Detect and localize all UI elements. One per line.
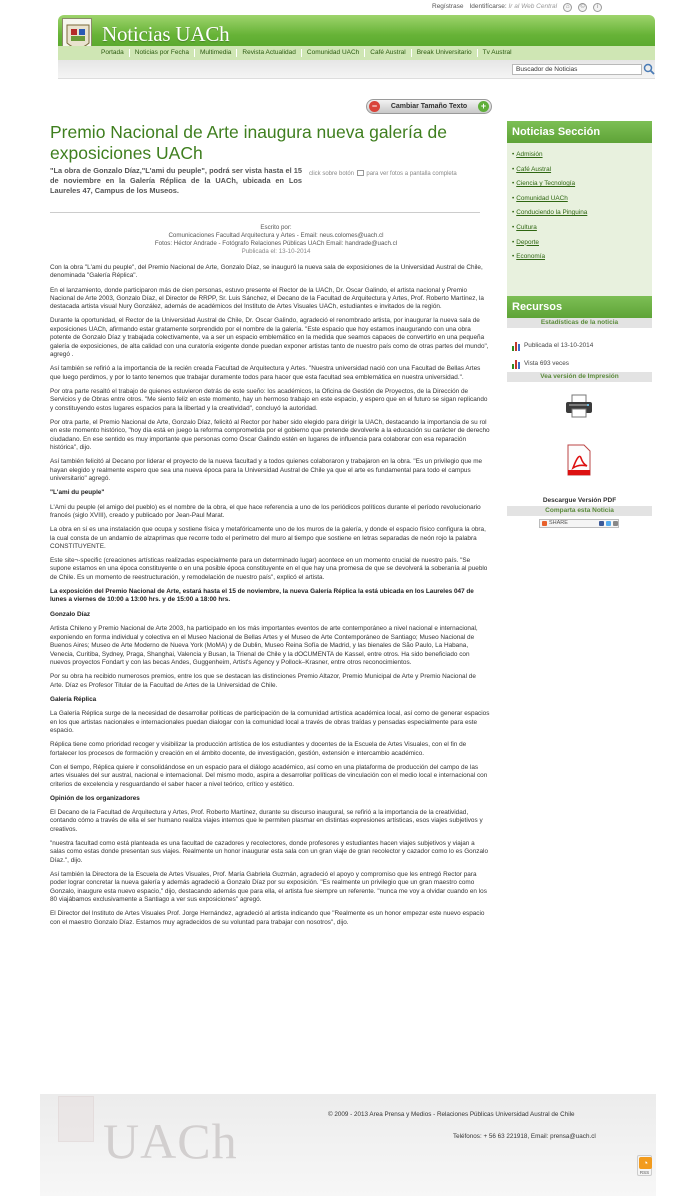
recursos-panel [507, 296, 652, 532]
credit-author: Comunicaciones Facultad Arquitectura y Artes - Email: neus.colomes@uach.cl [168, 232, 384, 240]
rss-button[interactable] [637, 1155, 652, 1176]
main-nav [58, 46, 655, 60]
nav-item-portada[interactable]: Portada [101, 48, 124, 56]
search-input[interactable] [512, 64, 642, 75]
credit-photos: Fotos: Héctor Andrade - Fotógrafo Relaciones Públicas UACh Email: handrade@uach.cl [154, 240, 398, 248]
print-heading: Vea versión de Impresión [507, 372, 652, 382]
section-heading: Gonzalo Díaz [50, 610, 91, 618]
change-text-size-label: Cambiar Tamaño Texto [390, 102, 468, 110]
footer [40, 1094, 656, 1196]
article-credits [50, 224, 502, 256]
sidebar [507, 121, 652, 532]
stat-views: Vista 693 veces [507, 356, 652, 372]
paragraph: El Director del Instituto de Artes Visuales Prof. Jorge Hernández, agradeció al artista indicando que "Realmente es un honor empezar este nuevo espacio con el maestro Gonzalo Díaz. Estamos muy agradecidos de su voluntad para trabajar con nosotros", dijo. [50, 910, 485, 926]
paragraph: El Decano de la Facultad de Arquitectura y Artes, Prof. Roberto Martínez, durante su discurso inaugural, se refirió a la importancia de la creatividad, contando cómo a través de ella el ser humano realiza viajes internos que le permiten plasmar en distintas expresiones artísticas, esos viajes subjetivos y creativos. [50, 809, 483, 833]
section-item-cafe-austral[interactable]: • Café Austral [512, 165, 552, 173]
stats-chart-icon [512, 342, 520, 351]
exhibition-info: La exposición del Premio Nacional de Arte, estará hasta el 15 de noviembre, la nueva Galería Réplica la está ubicada en los Laureles 047 de lunes a viernes de 10:00 a 13:00 hrs. y de 15:00 a 18:00 hrs. [50, 587, 474, 604]
home-icon[interactable]: ⌂ [563, 3, 572, 12]
footer-seal [58, 1096, 94, 1142]
rss-icon[interactable]: ◔ [639, 1157, 652, 1169]
paragraph: Así también felicitó al Decano por liderar el proyecto de la nueva facultad y a todos quienes colaboraron y trabajaron en la obra. "Es un privilegio que me hayan elegido y realmente espero que sea una nueva época para la Universidad Austral de Chile ya que el arte es fundamental para todo el campus universitario" agregó. [50, 458, 483, 483]
section-item-economia[interactable]: • Economía [512, 253, 546, 261]
section-item-comunidad[interactable]: • Comunidad UACh [512, 194, 568, 202]
pdf-download-label[interactable]: Descargue Versión PDF [542, 497, 617, 504]
divider [50, 212, 480, 213]
paragraph: Réplica tiene como prioridad recoger y visibilizar la producción artística de los estudiantes y docentes de la Escuela de Artes Visuales, con el fin de fortalecer los procesos de formación y creación en el ámbito docente, de investigación, gestión, extensión e intercambio académico. [50, 741, 467, 757]
share-button[interactable]: SHARE [539, 519, 619, 528]
section-heading: Opinión de los organizadores [50, 794, 140, 802]
paragraph: Por otra parte, el Premio Nacional de Arte, Gonzalo Díaz, felicitó al Rector por haber sido elegido para dirigir la UACh, destacando la importancia de su rol en este momento histórico, "hoy día está en juego la reforma comprometida por el gobierno que pretende devolverle a la educación su carácter de derecho ciudadano. En ese sentido es muy importante que personas como Oscar Galindo estén en lugares de influencia para colaborar con esa reparación histórica", dijo. [50, 418, 490, 452]
nav-item-cafe-austral[interactable]: Café Austral [370, 48, 406, 56]
paragraph: La Galería Réplica surge de la necesidad de desarrollar políticas de participación de la comunidad artística académica local, así como de generar espacios en los que artistas nacionales e internacionales puedan dialogar con la comunidad local a través de obras traídas y pensadas especialmente para este espacio. [50, 710, 490, 735]
section-item-cultura[interactable]: • Cultura [512, 223, 537, 231]
paragraph: Así también la Directora de la Escuela de Artes Visuales, Prof. María Gabriela Guzmán, agradeció el apoyo y compromiso que les entregó Rector para poder lograr concretar la nueva galería y además agradeció a Gonzalo Díaz por su exposición. "Es realmente un privilegio que un gran maestro como Gonzalo, inaugure esta nuevo espacio," dijo, destacando además que para ella, el artista fue siempre un referente. "nunca me voy a olvidar cuando en los 80 viajábamos exclusivamente a Santiago a ver sus exposiciones" agregó. [50, 870, 487, 904]
stats-heading: Estadísticas de la noticia [507, 318, 652, 328]
info-icon[interactable]: i [593, 3, 602, 12]
section-heading: "L'ami du peuple" [50, 489, 105, 497]
paragraph: Así también se refirió a la importancia de la recién creada Facultad de Arquitectura y Artes. "Nuestra universidad nació con una Facultad de Bellas Artes que luego perdimos, y por lo tanto tenemos que trabajar duramente todos para hacer que esta facultad sea emblemática en nuestra universidad.". [50, 365, 481, 381]
recursos-heading: Recursos [507, 296, 652, 318]
share-heading: Comparta esta Noticia [507, 506, 652, 516]
nav-item-revista-actualidad[interactable]: Revista Actualidad [242, 48, 296, 56]
facebook-icon[interactable] [599, 521, 604, 526]
footer-copyright: © 2009 - 2013 Area Prensa y Medios - Relaciones Públicas Universidad Austral de Chile [328, 1111, 575, 1118]
web-central-link[interactable]: Ir al Web Central [508, 3, 558, 11]
section-list [507, 143, 652, 296]
paragraph: L'Ami du peuple (el amigo del pueblo) es el nombre de la obra, el que hace referencia a uno de los periódicos políticos durante el período revolucionario francés (siglo XVIII), creado y publicado por Jean-Paul Marat. [50, 503, 481, 520]
nav-item-noticias-por-fecha[interactable]: Noticias por Fecha [134, 48, 189, 56]
published-date: Publicada el: 13-10-2014 [241, 248, 311, 256]
paragraph: Artista Chileno y Premio Nacional de Arte 2003, ha participado en los más importantes eventos de arte contemporáneo a nivel nacional e internacional, exponiendo en forma individual y colectiva en el Museo Nacional de Bellas Artes y el Museo de Arte Contemporáneo de Santiago; Museo Nacional de Buenos Aires; Museo de Arte Moderno de Nueva York (MoMA) y de Dublin, Museo Reina Sofía de Madrid, y las bienales de São Paulo, La Habana, Venecia, Curitiba, Sydney, Praga, Shanghai, Valencia y Busan, la Trienal de Chile y la dOCUMENTA de Kassel, entre otros. Ha sido beneficiado con nuevos proyectos Fondart y con las becas Andes, Guggenheim, Artist's Agency y Pollock–Krasner, entre otros reconocimientos. [50, 625, 478, 667]
rss-label: RSS [639, 1170, 650, 1175]
share-icon [542, 521, 547, 526]
paragraph: Con el tiempo, Réplica quiere ir consolidándose en un espacio para el diálogo académico, así como en una plataforma de producción del campo de las artes visuales del sur austral, nacional e internacional. Del mismo modo, aspira a desarrollar políticas de vinculación con el medio local e internacional con criterios de excelencia y resguardando el saber hacer a nivel teórico, crítico y estético. [50, 763, 488, 788]
paragraph: Con la obra "L'ami du peuple", del Premio Nacional de Arte, Gonzalo Díaz, se inauguró la nueva sala de exposiciones de la Universidad Austral de Chile, denominada "Galería Réplica". [50, 264, 483, 280]
email-icon[interactable] [613, 521, 618, 526]
paragraph: Por su obra ha recibido numerosos premios, entre los que se destacan las distinciones Premio Altazor, Premio Municipal de Arte y Premio Nacional de Arte. Díaz es Profesor Titular de la Facultad de Artes de la Universidad de Chile. [50, 673, 476, 689]
article-lead: "La obra de Gonzalo Díaz,"L'ami du peuple", podrá ser vista hasta el 15 de noviembre en la Galería Réplica de la UACh, ubicada en Los Laureles 47, Campus de los Museos. [50, 166, 302, 195]
noticias-seccion-heading: Noticias Sección [507, 121, 652, 143]
decrease-text-icon[interactable]: − [369, 101, 380, 112]
pdf-download[interactable] [507, 440, 652, 495]
article-title: Premio Nacional de Arte inaugura nueva galería de exposiciones UACh [50, 122, 447, 164]
nav-item-tv-austral[interactable]: Tv Austral [482, 48, 512, 56]
pdf-icon[interactable] [565, 444, 593, 476]
stats-chart-icon [512, 360, 520, 369]
fullscreen-icon[interactable] [357, 170, 364, 176]
section-heading: Galería Réplica [50, 695, 97, 703]
article-body [50, 264, 490, 933]
change-text-size-button[interactable] [366, 99, 492, 114]
stat-published: Publicada el 13-10-2014 [507, 338, 652, 354]
register-link[interactable]: Regístrase [432, 3, 464, 11]
site-title[interactable]: Noticias UACh [102, 22, 230, 46]
footer-watermark: UACh [103, 1113, 238, 1169]
paragraph: "nuestra facultad como está planteada es una facultad de cazadores y recolectores, donde profesores y estudiantes hacen viajes subjetivos y viajan a salas como estas donde presentan sus viajes. Realmente un honor inaugurar esta sala con un gran viaje de gran recolector y cazador como lo es Gonzalo Díaz.", dijo. [50, 839, 489, 864]
section-item-admision[interactable]: • Admisión [512, 151, 543, 158]
nav-item-comunidad-uach[interactable]: Comunidad UACh [306, 48, 360, 56]
search-icon[interactable] [642, 63, 655, 76]
section-item-pinguina[interactable]: • Conduciendo la Pinguina [512, 209, 588, 217]
paragraph: Durante la oportunidad, el Rector de la Universidad Austral de Chile, Dr. Oscar Galindo, agradeció el renombrado artista, por inaugurar la nueva sala de exposiciones UACh, afirmando estar gratamente sorprendido por el nombre de la galería. "Este espacio que hoy estamos inaugurando con una obra potente de Gonzalo Díaz y trabajada colectivamente, va a ser un espacio emblemático en la medida que seamos capaces de convertirlo en una pequeña galería de exposiciones, de alta calidad con una curatoría exigente donde puedan exponer artistas tanto de nuestro país como de otras partes del mundo", agregó . [50, 317, 489, 359]
section-item-ciencia[interactable]: • Ciencia y Tecnología [512, 180, 576, 188]
nav-item-multimedia[interactable]: Multimedia [199, 48, 232, 56]
paragraph: En el lanzamiento, donde participaron más de cien personas, estuvo presente el Rector de la UACh, Dr. Oscar Galindo, el artista nacional y Premio Nacional de Arte 2003, Gonzalo Díaz, el Director de RRPP, Sr. Luis Sánchez, el Decano de la Facultad de Arquitectura y Artes, Prof. Roberto Martínez, la destacada artista visual Nury González, además de académicos del Instituto de Artes Visuales UACh, estudiantes e invitados de la región. [50, 286, 484, 311]
top-utility-bar [432, 3, 602, 12]
paragraph: La obra en sí es una instalación que ocupa y sostiene física y metafóricamente uno de los muros de la galería, y donde el espacio físico configura la obra, la cual consta de un andamio de alzaprimas que recorre todo el perímetro del muro al tiempo que sostiene en letras separadas de neón rojo la palabra CONSTITUYENTE. [50, 526, 486, 550]
print-button[interactable] [507, 382, 652, 440]
footer-contact: Teléfonos: + 56 63 221918, Email: prensa@uach.cl [453, 1133, 596, 1140]
printer-icon[interactable] [565, 394, 593, 418]
paragraph: Este site¬-specific (creaciones artísticas realizadas especialmente para un determinado lugar) acontece en un momento crucial de nuestro país. "Se supone estamos en una época constituyente o en una posible época constituyente en el que hay una promesa de que se devolverá la soberanía al pueblo de Chile. Es un momento de reestructuración, y remodelación de nuestro país", explicó el artista. [50, 557, 488, 581]
twitter-icon[interactable] [606, 521, 611, 526]
paragraph: Por otra parte resaltó el trabajo de quienes estuvieron detrás de este sueño: los académicos, la Oficina de Gestión de Proyectos, de la Dirección de Servicios y de Obras entre otros. "Me siento feliz en este momento, hay un hermoso trabajo en este espacio, y espero que en el futuro se sigan replicando y constituyendo estos lugares espacios para la libertad y la creatividad", concluyó la autoridad. [50, 387, 488, 412]
increase-text-icon[interactable]: + [478, 101, 489, 112]
credit-written-by: Escrito por: [260, 224, 292, 231]
nav-item-break-universitario[interactable]: Break Universitario [416, 48, 472, 56]
fullscreen-hint: click sobre botón para ver fotos a pantalla completa [309, 171, 457, 177]
section-item-deporte[interactable]: • Deporte [512, 238, 539, 246]
identify-label: Identifícarse: Ir al Web Central [469, 3, 558, 11]
copyright-icon[interactable]: © [578, 3, 587, 12]
